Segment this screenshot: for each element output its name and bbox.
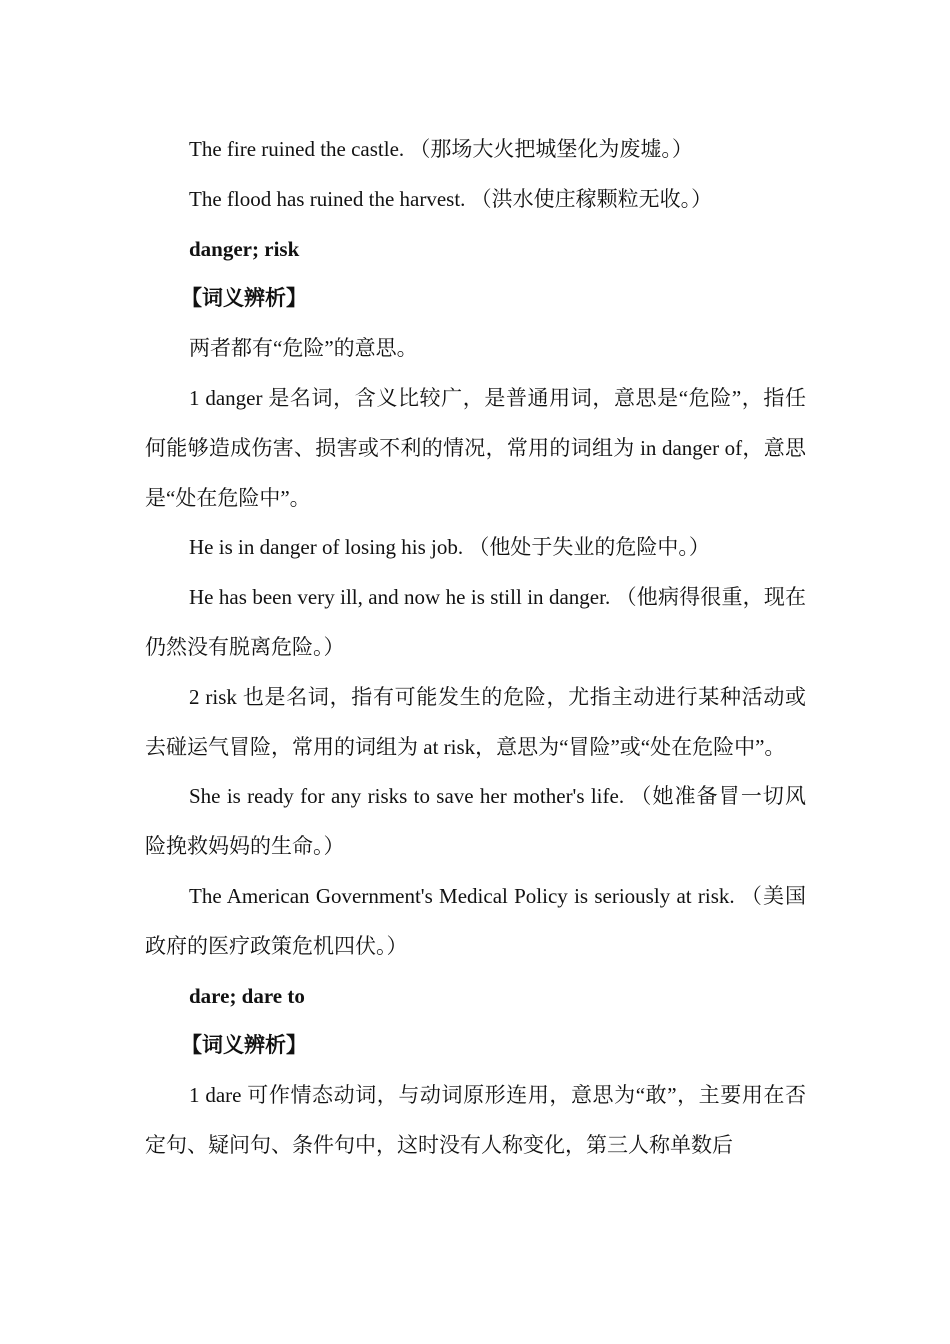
example-sentence-fire-castle: The fire ruined the castle. （那场大火把城堡化为废墟。） <box>189 137 693 161</box>
entry-heading-dare: dare; dare to <box>189 983 305 1008</box>
example-sentence-losing-job: He is in danger of losing his job. （他处于失业的危险中。） <box>189 535 710 560</box>
body-text-danger-definition: 1 danger 是名词，含义比较广，是普通用词，意思是“危险”，指任何能够造成伤害、损害或不利的情况，常用的词组为 in danger of，意思是“处在危险中”。 <box>145 385 806 510</box>
example-sentence-mothers-life: She is ready for any risks to save her mother's life. （她准备冒一切风险挽救妈妈的生命。） <box>145 784 806 859</box>
body-text-risk-definition: 2 risk 也是名词，指有可能发生的危险，尤指主动进行某种活动或去碰运气冒险，常用的词组为 at risk，意思为“冒险”或“处在危险中”。 <box>145 684 806 759</box>
example-sentence-medical-policy: The American Government's Medical Policy is seriously at risk. （美国政府的医疗政策危机四伏。） <box>145 883 806 958</box>
section-label-word-analysis: 【词义辨析】 <box>181 286 307 311</box>
section-label-word-analysis-2: 【词义辨析】 <box>181 1033 307 1058</box>
entry-heading-danger-risk: danger; risk <box>189 236 300 261</box>
example-sentence-very-ill: He has been very ill, and now he is still in danger. （他病得很重，现在仍然没有脱离危险。） <box>145 585 806 659</box>
example-sentence-flood-harvest: The flood has ruined the harvest. （洪水使庄稼颗粒无收。） <box>189 186 713 211</box>
body-text-dare-definition: 1 dare 可作情态动词，与动词原形连用，意思为“敢”，主要用在否定句、疑问句、条件句中，这时没有人称变化，第三人称单数后 <box>145 1083 806 1157</box>
body-text-both-mean-danger: 两者都有“危险”的意思。 <box>189 336 418 361</box>
document-body <box>145 125 806 1171</box>
